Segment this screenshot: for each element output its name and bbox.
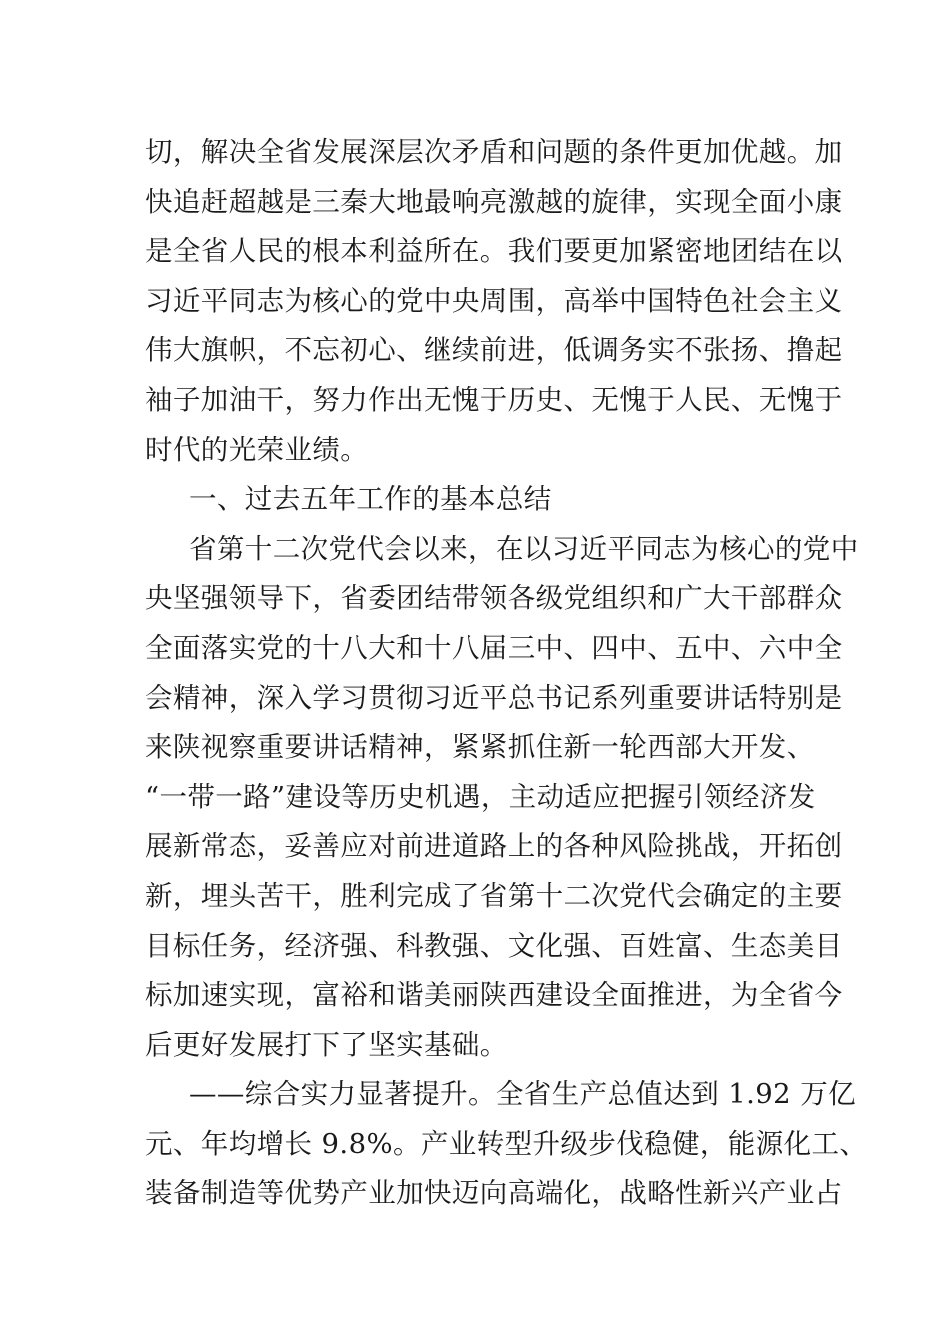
paragraph-line: 快追赶超越是三秦大地最响亮激越的旋律，实现全面小康 [145, 185, 843, 218]
paragraph-1 [145, 128, 843, 475]
paragraph-line: 后更好发展打下了坚实基础。 [145, 1028, 508, 1061]
paragraph-line: 元、年均增长 9.8%。产业转型升级步伐稳健，能源化工、 [145, 1127, 868, 1160]
paragraph-3 [145, 1070, 868, 1219]
paragraph-line: 习近平同志为核心的党中央周围，高举中国特色社会主义 [145, 284, 843, 317]
paragraph-line: 央坚强领导下，省委团结带领各级党组织和广大干部群众 [145, 582, 843, 615]
document-body [145, 128, 868, 1219]
paragraph-line: 省第十二次党代会以来，在以习近平同志为核心的党中 [189, 532, 859, 565]
paragraph-2 [145, 525, 859, 1071]
paragraph-line: 装备制造等优势产业加快迈向高端化，战略性新兴产业占 [145, 1177, 843, 1210]
paragraph-line: 切，解决全省发展深层次矛盾和问题的条件更加优越。加 [145, 136, 843, 168]
paragraph-line: 时代的光荣业绩。 [145, 433, 369, 466]
paragraph-line: 袖子加油干，努力作出无愧于历史、无愧于人民、无愧于 [145, 383, 843, 416]
paragraph-line: 新，埋头苦干，胜利完成了省第十二次党代会确定的主要 [145, 879, 843, 912]
paragraph-line: 伟大旗帜，不忘初心、继续前进，低调务实不张扬、撸起 [145, 334, 843, 367]
paragraph-line: 目标任务，经济强、科教强、文化强、百姓富、生态美目 [145, 929, 843, 962]
paragraph-line: “一带一路”建设等历史机遇，主动适应把握引领经济发 [145, 780, 816, 813]
paragraph-line: ——综合实力显著提升。全省生产总值达到 1.92 万亿 [189, 1078, 857, 1111]
paragraph-line: 展新常态，妥善应对前进道路上的各种风险挑战，开拓创 [145, 830, 843, 863]
section-heading: 一、过去五年工作的基本总结 [189, 483, 552, 516]
paragraph-line: 标加速实现，富裕和谐美丽陕西建设全面推进，为全省今 [145, 979, 843, 1012]
paragraph-line: 来陕视察重要讲话精神，紧紧抓住新一轮西部大开发、 [145, 731, 815, 764]
paragraph-line: 会精神，深入学习贯彻习近平总书记系列重要讲话特别是 [145, 681, 843, 714]
paragraph-line: 全面落实党的十八大和十八届三中、四中、五中、六中全 [145, 631, 843, 664]
paragraph-line: 是全省人民的根本利益所在。我们要更加紧密地团结在以 [145, 235, 843, 268]
